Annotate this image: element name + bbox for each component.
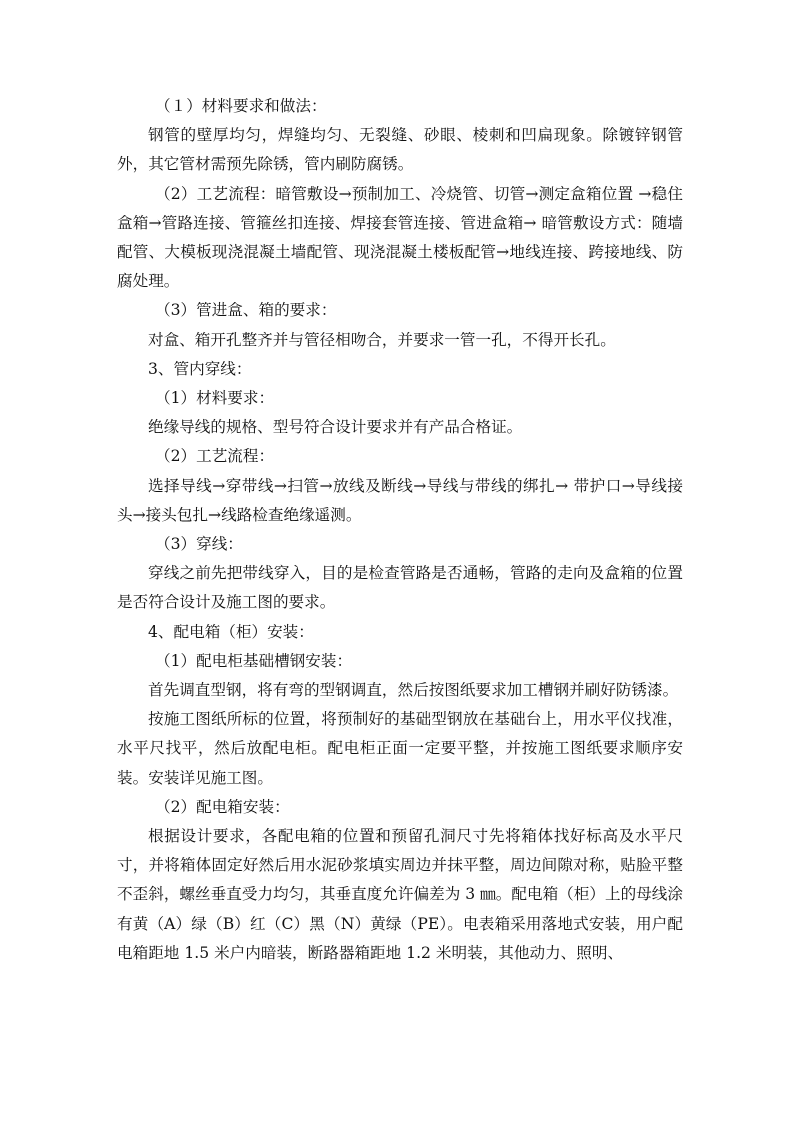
- paragraph-steel-pipe-quality: 钢管的壁厚均匀，焊缝均匀、无裂缝、砂眼、棱刺和凹扁现象。除镀锌钢管外，其它管材需预先除锈，管内刷防腐锈。: [117, 126, 683, 174]
- paragraph-wiring-steps: 选择导线→穿带线→扫管→放线及断线→导线与带线的绑扎→ 带护口→导线接头→接头包扎→线路检查绝缘遥测。: [117, 476, 683, 524]
- paragraph-threading-purpose: 穿线之前先把带线穿入，目的是检查管路是否通畅，管路的走向及盒箱的位置是否符合设计及施工图的要求。: [117, 564, 683, 612]
- subheading-material-requirements: （１）材料要求和做法：: [155, 97, 327, 115]
- paragraph-process-flow-conduit: （2）工艺流程：暗管敷设→预制加工、冷烧管、切管→测定盒箱位置 →稳住盒箱→管路连接、管箍丝扣连接、焊接套管连接、管进盒箱→ 暗管敷设方式：随墙配管、大模板现浇混凝土墙配管、现浇混凝土楼板配管→地线连接、跨接地线、防腐处理。: [117, 184, 683, 291]
- subheading-wiring-process: （2）工艺流程：: [155, 447, 275, 466]
- subheading-pipe-into-box: （3）管进盒、箱的要求：: [155, 301, 337, 320]
- subheading-box-installation: （2）配电箱安装：: [155, 797, 290, 816]
- paragraph-cabinet-placement: 按施工图纸所标的位置，将预制好的基础型钢放在基础台上，用水平仪找准，水平尺找平，然后放配电柜。配电柜正面一定要平整，并按施工图纸要求顺序安装。安装详见施工图。: [117, 710, 683, 787]
- paragraph-straighten-steel: 首先调直型钢，将有弯的型钢调直，然后按图纸要求加工槽钢并刷好防锈漆。: [148, 681, 679, 700]
- subheading-channel-steel-base: （1）配电柜基础槽钢安装：: [155, 651, 353, 670]
- subheading-threading: （3）穿线：: [155, 535, 243, 554]
- heading-wiring-in-pipe: 3、管内穿线：: [148, 359, 252, 378]
- paragraph-box-openings: 对盒、箱开孔整齐并与管径相吻合，并要求一管一孔，不得开长孔。: [148, 330, 616, 349]
- heading-distribution-box-install: 4、配电箱（柜）安装：: [148, 622, 314, 641]
- subheading-wire-material: （1）材料要求：: [155, 389, 275, 408]
- paragraph-box-installation-details: 根据设计要求，各配电箱的位置和预留孔洞尺寸先将箱体找好标高及水平尺寸，并将箱体固定好然后用水泥砂浆填实周边并抹平整，周边间隙对称，贴脸平整不歪斜，螺丝垂直受力均匀，其垂直度允许偏差为 3 ㎜。配电箱（柜）上的母线涂有黄（A）绿（B）红（C）黑（N）黄绿（PE）。电表箱采用落地式安装，用户配电箱距地 1.5 米户内暗装，断路器箱距地 1.2 米明装，其他动力、照明、: [117, 827, 683, 962]
- document-body: [117, 92, 683, 968]
- paragraph-wire-specification: 绝缘导线的规格、型号符合设计要求并有产品合格证。: [148, 418, 523, 437]
